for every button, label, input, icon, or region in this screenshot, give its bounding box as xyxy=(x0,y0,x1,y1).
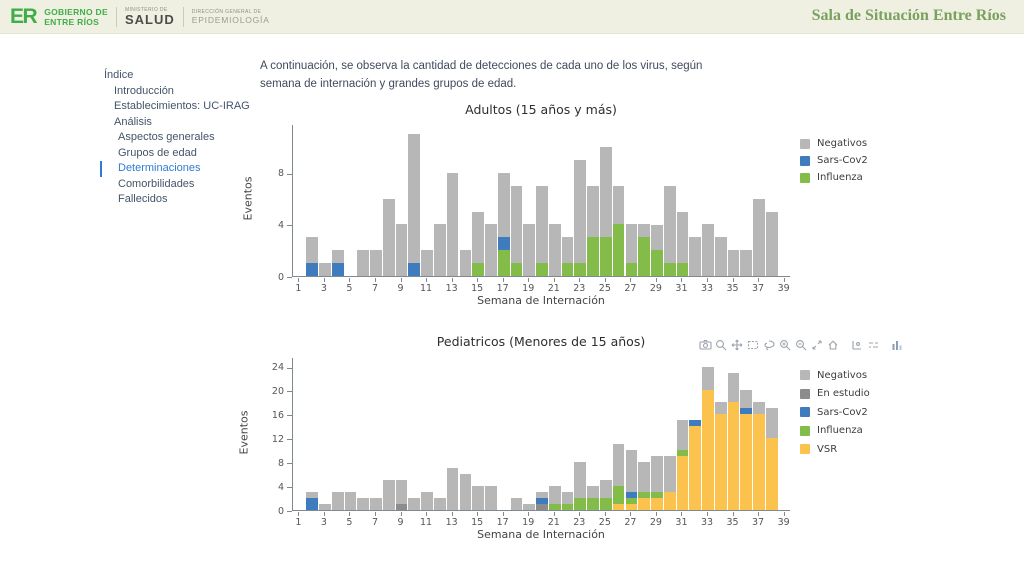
x-tick-mark xyxy=(528,278,529,282)
legend-swatch xyxy=(800,139,810,149)
x-tick-label: 33 xyxy=(700,517,714,528)
legend-label: En estudio xyxy=(817,388,870,400)
bar-segment-influenza xyxy=(626,498,638,504)
bar-segment-negativos xyxy=(702,224,714,276)
bar-segment-influenza xyxy=(613,224,625,276)
bar-segment-negativos xyxy=(600,480,612,498)
x-tick-label: 21 xyxy=(547,283,560,294)
modebar-separator xyxy=(882,344,888,345)
bar-segment-negativos xyxy=(626,224,638,263)
legend-item-sars-cov2[interactable] xyxy=(800,152,868,169)
intro-paragraph: A continuación, se observa la cantidad de detecciones de cada uno de los virus, según semana de internación y grandes grupos de edad. xyxy=(260,60,703,90)
bar-segment-negativos xyxy=(689,237,701,276)
bar-segment-negativos xyxy=(715,402,727,414)
bar-segment-negativos xyxy=(740,250,752,276)
bar-segment-influenza xyxy=(511,263,523,276)
bar-segment-negativos xyxy=(408,134,420,263)
header-bar xyxy=(0,0,1024,34)
bar-segment-negativos xyxy=(383,199,395,276)
y-axis-label: Eventos xyxy=(241,176,255,221)
legend-label: Influenza xyxy=(817,172,863,183)
bar-segment-negativos xyxy=(664,456,676,492)
bar-segment-vsr xyxy=(753,414,765,510)
modebar-autoscale-icon[interactable] xyxy=(810,338,824,351)
department-small-label: DIRECCIÓN GENERAL DE xyxy=(191,9,262,15)
ministry-small-label: MINISTERIO DE xyxy=(124,7,168,13)
bar-segment-negativos xyxy=(485,486,497,510)
bar-segment-negativos xyxy=(766,408,778,438)
bar-segment-influenza xyxy=(638,237,650,276)
legend-item-vsr[interactable] xyxy=(800,440,870,459)
bar-segment-negativos xyxy=(460,474,472,510)
bar-segment-vsr xyxy=(702,390,714,510)
bar-segment-negativos xyxy=(421,492,433,510)
x-tick-label: 25 xyxy=(598,517,611,528)
y-tick-mark xyxy=(287,415,292,416)
x-tick-mark xyxy=(554,278,555,282)
bar-segment-en-estudio xyxy=(396,504,408,510)
x-tick-label: 29 xyxy=(649,517,662,528)
x-tick-mark xyxy=(477,512,478,516)
x-tick-label: 1 xyxy=(295,517,302,528)
x-tick-label: 3 xyxy=(320,283,327,294)
bar-segment-negativos xyxy=(574,462,586,498)
bar-segment-negativos xyxy=(677,212,689,264)
bar-segment-sars-cov2 xyxy=(536,498,548,504)
bar-segment-negativos xyxy=(498,173,510,237)
bar-segment-negativos xyxy=(396,480,408,504)
sidebar-item-8[interactable]: Fallecidos xyxy=(118,193,168,205)
x-tick-label: 35 xyxy=(726,517,739,528)
department-block xyxy=(192,9,270,25)
legend-swatch xyxy=(800,156,810,166)
x-axis-label: Semana de Internación xyxy=(477,294,605,307)
bar-segment-negativos xyxy=(472,212,484,264)
x-tick-mark xyxy=(528,512,529,516)
x-tick-mark xyxy=(630,278,631,282)
bar-segment-sars-cov2 xyxy=(626,492,638,498)
x-tick-label: 9 xyxy=(397,283,404,294)
bar-segment-sars-cov2 xyxy=(408,263,420,276)
modebar-pan-icon[interactable] xyxy=(730,338,744,351)
bar-segment-sars-cov2 xyxy=(306,263,318,276)
x-tick-label: 17 xyxy=(496,283,509,294)
x-tick-label: 13 xyxy=(445,517,458,528)
x-tick-mark xyxy=(579,278,580,282)
y-axis-label: Eventos xyxy=(237,410,251,455)
bar-segment-negativos xyxy=(753,199,765,276)
y-tick-mark xyxy=(287,463,292,464)
bar-segment-vsr xyxy=(651,498,663,510)
sidebar-item-5[interactable]: Grupos de edad xyxy=(118,146,197,159)
bar-segment-negativos xyxy=(740,390,752,408)
page-title: Sala de Situación Entre Ríos xyxy=(811,7,1006,24)
bar-segment-vsr xyxy=(638,498,650,510)
bar-segment-influenza xyxy=(574,263,586,276)
bar-segment-negativos xyxy=(549,486,561,504)
er-logo-icon: ER xyxy=(10,5,37,28)
x-tick-label: 19 xyxy=(522,283,535,294)
x-tick-mark xyxy=(656,278,657,282)
modebar-spike-icon[interactable] xyxy=(850,338,864,351)
bar-segment-sars-cov2 xyxy=(689,420,701,426)
x-tick-mark xyxy=(707,278,708,282)
bar-segment-negativos xyxy=(332,492,344,510)
bar-segment-negativos xyxy=(638,462,650,492)
y-tick-label: 8 xyxy=(277,168,284,180)
bar-segment-negativos xyxy=(447,468,459,510)
x-tick-mark xyxy=(733,512,734,516)
modebar-zoom-in-icon[interactable] xyxy=(778,338,792,351)
y-tick-mark xyxy=(287,439,292,440)
bar-segment-vsr xyxy=(613,504,625,510)
bar-segment-negativos xyxy=(383,480,395,510)
bar-segment-influenza xyxy=(600,498,612,510)
bar-segment-negativos xyxy=(434,498,446,510)
bar-segment-vsr xyxy=(766,438,778,510)
bar-segment-influenza xyxy=(651,250,663,276)
x-tick-label: 29 xyxy=(649,283,662,294)
bar-segment-negativos xyxy=(485,224,497,276)
bar-segment-influenza xyxy=(536,263,548,276)
bar-segment-negativos xyxy=(536,186,548,263)
modebar xyxy=(698,338,904,351)
y-tick-label: 4 xyxy=(277,219,284,231)
y-tick-label: 24 xyxy=(271,362,284,374)
x-tick-mark xyxy=(681,512,682,516)
x-tick-mark xyxy=(503,278,504,282)
x-tick-label: 33 xyxy=(700,283,714,294)
sidebar-item-7[interactable]: Comorbilidades xyxy=(118,177,195,190)
legend-swatch xyxy=(800,173,810,183)
modebar-box-select-icon[interactable] xyxy=(746,338,760,351)
x-tick-mark xyxy=(324,512,325,516)
table-of-contents xyxy=(100,68,265,208)
legend xyxy=(800,135,868,186)
x-tick-label: 5 xyxy=(346,283,353,294)
bar-segment-negativos xyxy=(306,492,318,498)
x-tick-mark xyxy=(324,278,325,282)
x-tick-label: 23 xyxy=(573,283,586,294)
bar-segment-influenza xyxy=(638,492,650,498)
x-tick-mark xyxy=(426,512,427,516)
bar-segment-negativos xyxy=(587,486,599,498)
x-tick-label: 11 xyxy=(420,283,433,294)
x-tick-label: 37 xyxy=(752,517,765,528)
modebar-lasso-icon[interactable] xyxy=(762,338,776,351)
x-tick-label: 23 xyxy=(573,517,586,528)
bar-segment-influenza xyxy=(562,504,574,510)
y-tick-mark xyxy=(287,277,292,278)
legend-label: Sars-Cov2 xyxy=(817,406,868,418)
y-tick-mark xyxy=(287,368,292,369)
x-tick-mark xyxy=(349,512,350,516)
legend-label: Negativos xyxy=(817,369,868,381)
bar-segment-vsr xyxy=(715,414,727,510)
x-axis-label: Semana de Internación xyxy=(477,528,605,541)
bar-segment-sars-cov2 xyxy=(306,498,318,510)
y-tick-mark xyxy=(287,225,292,226)
government-name xyxy=(44,7,108,27)
x-tick-mark xyxy=(477,278,478,282)
bar-segment-sars-cov2 xyxy=(332,263,344,276)
bar-segment-negativos xyxy=(613,444,625,486)
chart-title: Adultos (15 años y más) xyxy=(465,102,617,117)
ministry-label: SALUD xyxy=(124,12,175,27)
bar-segment-negativos xyxy=(753,402,765,414)
y-tick-label: 0 xyxy=(277,271,284,283)
x-tick-mark xyxy=(707,512,708,516)
legend-swatch xyxy=(800,426,810,436)
x-tick-label: 39 xyxy=(777,517,790,528)
modebar-camera-icon[interactable] xyxy=(698,338,712,351)
sidebar-item-3[interactable]: Análisis xyxy=(114,115,152,128)
bar-segment-negativos xyxy=(728,250,740,276)
bar-segment-negativos xyxy=(715,237,727,276)
bar-segment-negativos xyxy=(600,147,612,237)
bar-segment-negativos xyxy=(728,373,740,403)
legend-swatch xyxy=(800,370,810,380)
legend-item-negativos[interactable] xyxy=(800,135,868,152)
bar-segment-negativos xyxy=(460,250,472,276)
bar-segment-negativos xyxy=(511,498,523,510)
x-tick-mark xyxy=(605,278,606,282)
legend-label: Sars-Cov2 xyxy=(817,155,868,166)
bar-segment-negativos xyxy=(472,486,484,510)
sidebar-item-0[interactable]: Índice xyxy=(104,69,134,81)
bar-segment-negativos xyxy=(408,498,420,510)
bar-segment-negativos xyxy=(319,504,331,510)
bar-segment-negativos xyxy=(677,420,689,450)
header-divider xyxy=(183,7,184,27)
x-tick-mark xyxy=(375,512,376,516)
x-tick-label: 3 xyxy=(320,517,327,528)
x-tick-mark xyxy=(758,278,759,282)
bar-segment-negativos xyxy=(549,224,561,276)
legend-label: VSR xyxy=(817,443,838,455)
bar-segment-negativos xyxy=(511,186,523,263)
bar-segment-negativos xyxy=(562,237,574,263)
sidebar-item-6[interactable]: Determinaciones xyxy=(100,161,265,177)
bar-segment-vsr xyxy=(740,414,752,510)
x-tick-label: 7 xyxy=(371,517,379,528)
bar-segment-en-estudio xyxy=(536,504,548,510)
bar-segment-vsr xyxy=(626,504,638,510)
legend-swatch xyxy=(800,407,810,417)
bar-segment-vsr xyxy=(677,456,689,510)
x-tick-mark xyxy=(681,278,682,282)
header-divider xyxy=(116,7,117,27)
modebar-plotly-logo-icon[interactable] xyxy=(890,338,904,351)
x-tick-mark xyxy=(401,278,402,282)
x-tick-mark xyxy=(426,278,427,282)
x-tick-label: 37 xyxy=(752,283,765,294)
bar-segment-negativos xyxy=(306,237,318,263)
bar-segment-influenza xyxy=(587,498,599,510)
bar-segment-sars-cov2 xyxy=(498,237,510,250)
x-tick-label: 35 xyxy=(726,283,739,294)
x-tick-label: 1 xyxy=(295,283,302,294)
x-tick-mark xyxy=(579,512,580,516)
bar-segment-influenza xyxy=(626,263,638,276)
y-tick-label: 0 xyxy=(277,505,284,517)
x-tick-mark xyxy=(452,512,453,516)
x-tick-mark xyxy=(656,512,657,516)
x-tick-label: 27 xyxy=(624,283,637,294)
x-tick-label: 31 xyxy=(675,283,688,294)
bar-segment-negativos xyxy=(447,173,459,276)
bar-segment-influenza xyxy=(664,263,676,276)
bar-segment-negativos xyxy=(421,250,433,276)
logo xyxy=(10,4,270,30)
legend xyxy=(800,366,870,459)
x-tick-label: 15 xyxy=(471,283,484,294)
y-tick-label: 4 xyxy=(277,481,284,493)
bar-segment-influenza xyxy=(677,450,689,456)
bar-segment-influenza xyxy=(587,237,599,276)
y-tick-mark xyxy=(287,174,292,175)
bar-segment-negativos xyxy=(574,160,586,263)
bar-segment-influenza xyxy=(600,237,612,276)
x-tick-mark xyxy=(733,278,734,282)
bar-segment-influenza xyxy=(549,504,561,510)
bar-segment-sars-cov2 xyxy=(740,408,752,414)
bar-segment-negativos xyxy=(664,186,676,263)
bar-segment-negativos xyxy=(651,456,663,492)
bar-segment-vsr xyxy=(728,402,740,510)
x-tick-label: 31 xyxy=(675,517,688,528)
x-tick-label: 11 xyxy=(420,517,433,528)
bar-segment-negativos xyxy=(638,224,650,237)
x-tick-label: 25 xyxy=(598,283,611,294)
legend-item-en-estudio[interactable] xyxy=(800,385,870,404)
bar-segment-negativos xyxy=(434,224,446,276)
x-tick-label: 39 xyxy=(777,283,790,294)
bar-segment-negativos xyxy=(332,250,344,263)
x-tick-mark xyxy=(298,278,299,282)
y-tick-mark xyxy=(287,511,292,512)
plot-area[interactable] xyxy=(292,125,790,277)
y-tick-label: 20 xyxy=(271,385,284,397)
plot-area[interactable] xyxy=(292,358,790,511)
bar-segment-negativos xyxy=(523,504,535,510)
sidebar-item-1[interactable]: Introducción xyxy=(114,84,174,97)
bar-segment-influenza xyxy=(498,250,510,276)
department-label: EPIDEMIOLOGÍA xyxy=(191,15,270,25)
chart-title: Pediatricos (Menores de 15 años) xyxy=(436,334,646,349)
bar-segment-negativos xyxy=(702,367,714,391)
x-tick-label: 13 xyxy=(445,283,458,294)
x-tick-mark xyxy=(784,512,785,516)
bar-segment-negativos xyxy=(536,492,548,498)
bar-segment-influenza xyxy=(613,486,625,504)
y-tick-mark xyxy=(287,391,292,392)
legend-label: Negativos xyxy=(817,138,868,149)
x-tick-label: 27 xyxy=(624,517,637,528)
y-tick-mark xyxy=(287,487,292,488)
legend-swatch xyxy=(800,444,810,454)
bar-segment-negativos xyxy=(370,498,382,510)
gov-line1: GOBIERNO DE xyxy=(44,7,108,17)
x-tick-mark xyxy=(375,278,376,282)
modebar-zoom-icon[interactable] xyxy=(714,338,728,351)
x-tick-label: 7 xyxy=(371,283,379,294)
x-tick-mark xyxy=(758,512,759,516)
x-tick-mark xyxy=(349,278,350,282)
bar-segment-negativos xyxy=(396,224,408,276)
x-tick-mark xyxy=(401,512,402,516)
bar-segment-negativos xyxy=(523,224,535,276)
bar-segment-negativos xyxy=(651,225,663,251)
bar-segment-influenza xyxy=(677,263,689,276)
y-tick-label: 8 xyxy=(277,457,284,469)
bar-segment-vsr xyxy=(664,492,676,510)
sidebar-item-2[interactable]: Establecimientos: UC-IRAG xyxy=(114,100,250,112)
bar-segment-negativos xyxy=(357,498,369,510)
legend-label: Influenza xyxy=(817,425,863,437)
modebar-separator xyxy=(842,344,848,345)
bar-segment-influenza xyxy=(651,492,663,498)
legend-item-negativos[interactable] xyxy=(800,366,870,385)
bar-segment-negativos xyxy=(587,186,599,238)
bar-segment-negativos xyxy=(562,492,574,504)
y-tick-label: 16 xyxy=(271,409,284,421)
bar-segment-negativos xyxy=(613,186,625,225)
x-tick-mark xyxy=(298,512,299,516)
bar-segment-negativos xyxy=(319,263,331,276)
bar-segment-influenza xyxy=(472,263,484,276)
legend-swatch xyxy=(800,389,810,399)
bar-segment-influenza xyxy=(574,498,586,510)
x-tick-label: 9 xyxy=(397,517,404,528)
x-tick-label: 5 xyxy=(346,517,353,528)
bar-segment-negativos xyxy=(766,212,778,276)
x-tick-mark xyxy=(630,512,631,516)
x-tick-mark xyxy=(554,512,555,516)
gov-line2: ENTRE RÍOS xyxy=(44,17,100,27)
bar-segment-influenza xyxy=(562,263,574,276)
ministry-block xyxy=(125,7,175,27)
bar-segment-negativos xyxy=(370,250,382,276)
modebar-home-icon[interactable] xyxy=(826,338,840,351)
modebar-zoom-out-icon[interactable] xyxy=(794,338,808,351)
legend-item-influenza[interactable] xyxy=(800,169,868,186)
legend-item-influenza[interactable] xyxy=(800,422,870,441)
x-tick-mark xyxy=(452,278,453,282)
x-tick-mark xyxy=(503,512,504,516)
bar-segment-negativos xyxy=(357,250,369,276)
sidebar-item-4[interactable]: Aspectos generales xyxy=(118,131,215,143)
bar-segment-vsr xyxy=(689,426,701,510)
x-tick-label: 15 xyxy=(471,517,484,528)
x-tick-label: 17 xyxy=(496,517,509,528)
bar-segment-negativos xyxy=(345,492,357,510)
bar-segment-negativos xyxy=(626,450,638,492)
x-tick-mark xyxy=(784,278,785,282)
legend-item-sars-cov2[interactable] xyxy=(800,403,870,422)
x-tick-label: 19 xyxy=(522,517,535,528)
y-tick-label: 12 xyxy=(271,433,284,445)
modebar-compare-icon[interactable] xyxy=(866,338,880,351)
x-tick-mark xyxy=(605,512,606,516)
x-tick-label: 21 xyxy=(547,517,560,528)
